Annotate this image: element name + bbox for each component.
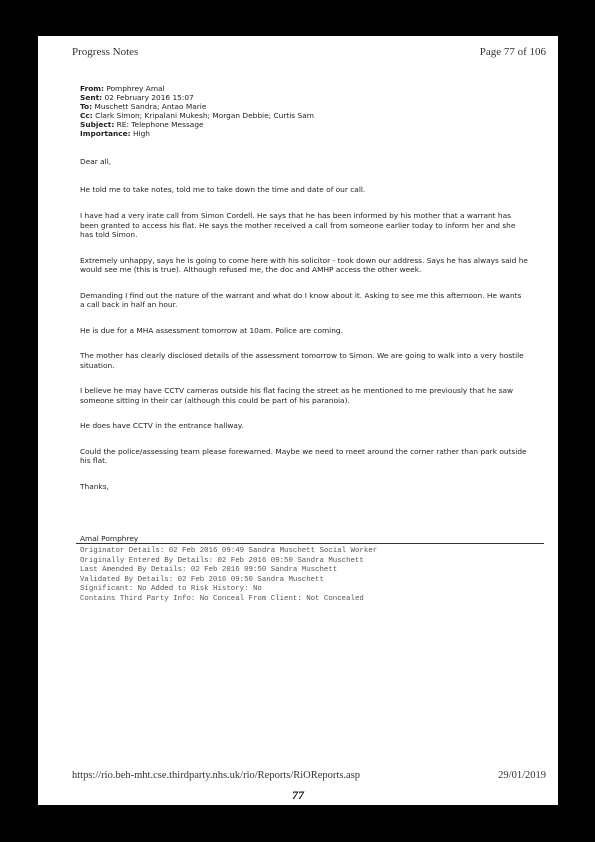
signature-name: Amal Pomphrey xyxy=(80,534,139,543)
signature-divider xyxy=(76,543,544,544)
page-number: 77 xyxy=(292,788,304,802)
paragraph: Could the police/assessing team please forewarned. Maybe we need to meet around the corner rather than park outside his flat. xyxy=(80,446,527,465)
detail-line: Last Amended By Details: 02 Feb 2016 09:50 Sandra Muschett xyxy=(80,566,338,575)
detail-line: Contains Third Party Info: No Conceal From Client: Not Concealed xyxy=(80,594,364,603)
footer-date: 29/01/2019 xyxy=(498,770,546,781)
subject-value: RE: Telephone Message xyxy=(116,120,204,129)
email-cc-line xyxy=(80,111,528,120)
sign-off: Thanks, xyxy=(80,481,109,491)
detail-line: Significant: No Added to Risk History: No xyxy=(80,585,262,594)
to-value: Muschett Sandra; Antao Marie xyxy=(94,102,207,111)
paragraph: I believe he may have CCTV cameras outside his flat facing the street as he mentioned to me previously that he saw someone sitting in their car (although this could be part of his paranoia). xyxy=(80,386,514,405)
cc-value: Clark Simon; Kripalani Mukesh; Morgan Debbie; Curtis Sam xyxy=(95,111,314,120)
email-sent-line xyxy=(80,93,528,102)
importance-label: Importance: xyxy=(80,129,131,138)
sent-label: Sent: xyxy=(80,93,103,102)
paragraph: He does have CCTV in the entrance hallway. xyxy=(80,421,244,430)
email-body xyxy=(80,84,528,491)
detail-line: Originally Entered By Details: 02 Feb 2016 09:50 Sandra Muschett xyxy=(80,556,364,565)
sent-value: 02 February 2016 15:07 xyxy=(104,93,194,102)
paragraph: He told me to take notes, told me to take down the time and date of our call. xyxy=(80,184,366,194)
from-label: From: xyxy=(80,84,104,93)
email-from-line xyxy=(80,84,528,93)
paragraph: The mother has clearly disclosed details of the assessment tomorrow to Simon. We are going to walk into a very hostile situation. xyxy=(80,351,524,370)
paragraph: Extremely unhappy, says he is going to come here with his solicitor - took down our address. Says he has always said he would see me (this is true). Although refused me, the doc and AMHP access the other week. xyxy=(80,255,528,274)
footer-url: https://rio.beh-mht.cse.thirdparty.nhs.uk/rio/Reports/RiOReports.asp xyxy=(72,770,361,781)
page-indicator: Page 77 of 106 xyxy=(479,46,546,58)
paragraph: Demanding I find out the nature of the warrant and what do I know about it. Asking to see me this afternoon. He wants a call back in half an hour. xyxy=(80,290,522,309)
email-to-line xyxy=(80,102,528,111)
greeting: Dear all, xyxy=(80,157,112,166)
cc-label: Cc: xyxy=(80,111,93,120)
record-details xyxy=(80,547,377,605)
from-value: Pomphrey Amal xyxy=(106,84,165,93)
detail-line: Validated By Details: 02 Feb 2016 09:50 Sandra Muschett xyxy=(80,575,324,584)
document-page xyxy=(38,36,558,805)
to-label: To: xyxy=(80,102,93,111)
email-importance-line xyxy=(80,129,528,138)
paragraph: He is due for a MHA assessment tomorrow at 10am. Police are coming. xyxy=(80,325,343,335)
email-subject-line xyxy=(80,120,528,129)
importance-value: High xyxy=(132,129,150,138)
report-title: Progress Notes xyxy=(72,46,139,58)
detail-line: Originator Details: 02 Feb 2016 09:49 Sandra Muschett Social Worker xyxy=(80,547,378,555)
subject-label: Subject: xyxy=(80,120,115,129)
paragraph: I have had a very irate call from Simon Cordell. He says that he has been informed by his mother that a warrant has been granted to access his flat. He says the mother received a call from someone earlier today to inform her and she has told Simon. xyxy=(80,211,516,239)
